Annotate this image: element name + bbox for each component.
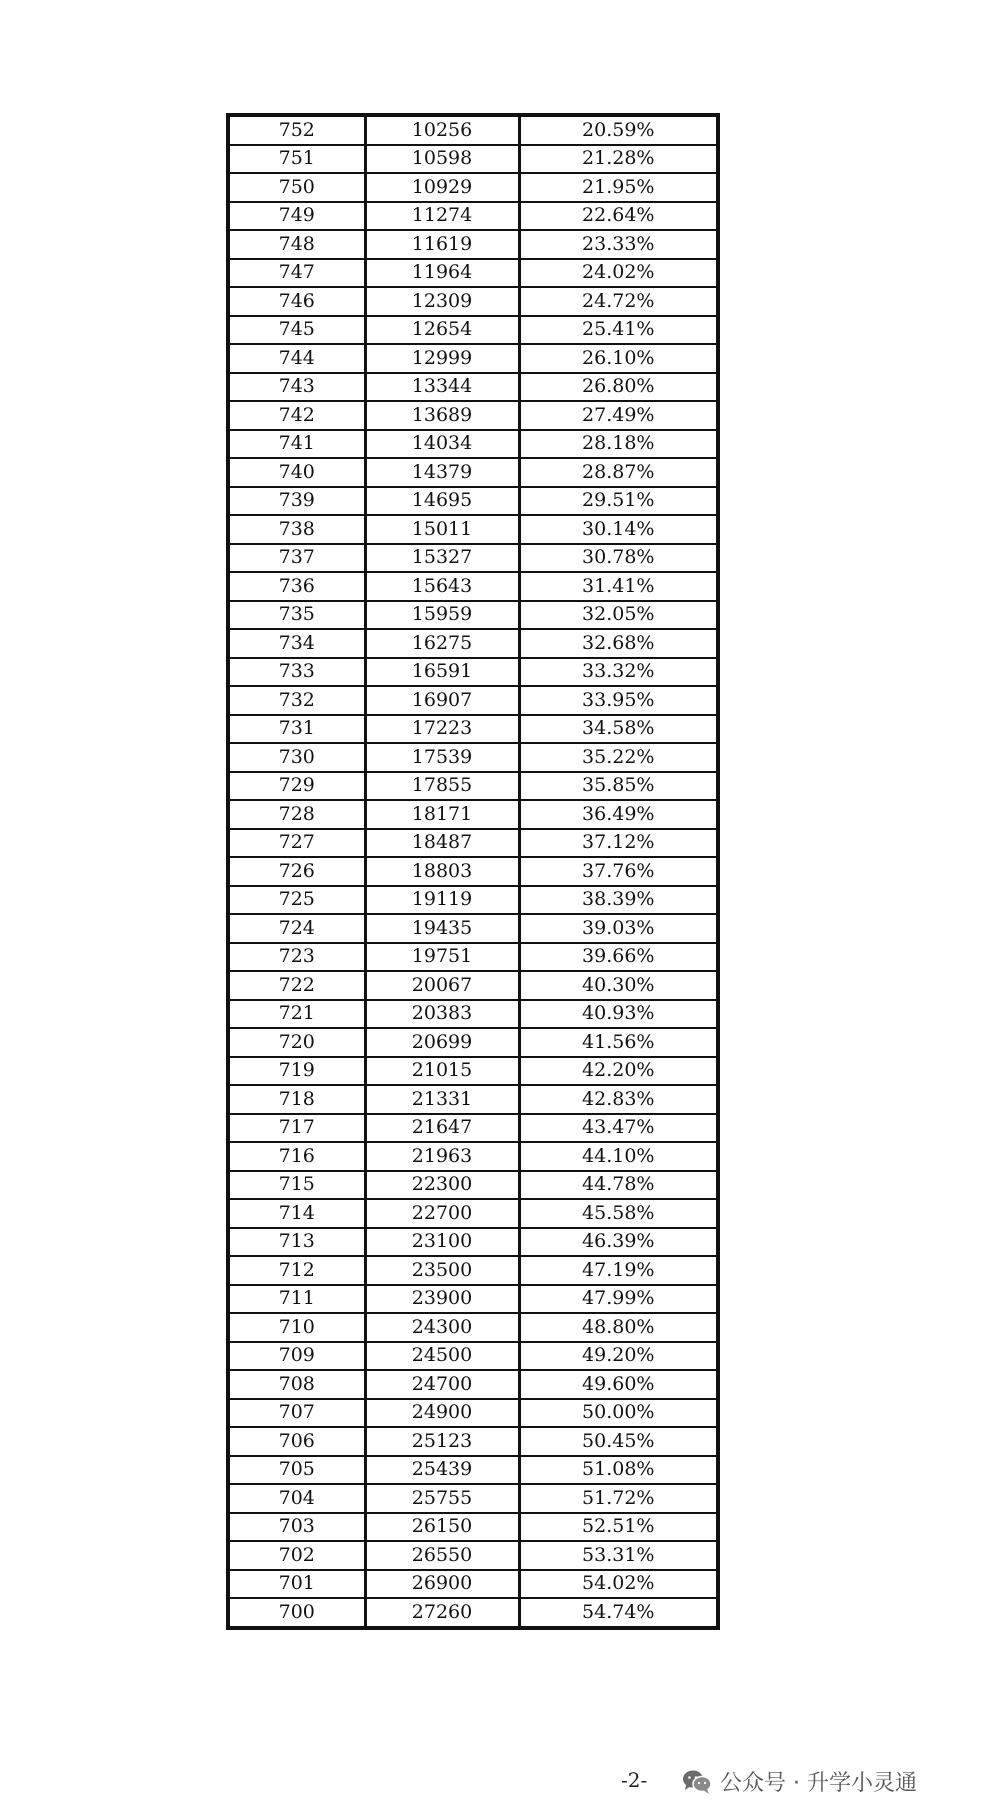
percentage-cell: 26.10%: [519, 344, 718, 373]
table-row: [228, 601, 718, 630]
table-row: [228, 572, 718, 601]
count-cell: 18487: [365, 829, 519, 858]
watermark-text: 公众号 · 升学小灵通: [720, 1771, 917, 1796]
count-cell: 11274: [365, 202, 519, 231]
score-cell: 703: [228, 1513, 365, 1542]
count-cell: 15959: [365, 601, 519, 630]
table-row: [228, 857, 718, 886]
percentage-cell: 32.68%: [519, 629, 718, 658]
score-cell: 739: [228, 487, 365, 516]
count-cell: 24500: [365, 1342, 519, 1371]
table-row: [228, 1199, 718, 1228]
percentage-cell: 38.39%: [519, 886, 718, 915]
score-cell: 728: [228, 800, 365, 829]
percentage-cell: 46.39%: [519, 1228, 718, 1257]
count-cell: 10598: [365, 145, 519, 174]
score-cell: 708: [228, 1370, 365, 1399]
count-cell: 21015: [365, 1057, 519, 1086]
percentage-cell: 50.00%: [519, 1399, 718, 1428]
count-cell: 13689: [365, 401, 519, 430]
score-cell: 729: [228, 772, 365, 801]
page-number: -2-: [621, 1768, 648, 1792]
score-cell: 742: [228, 401, 365, 430]
count-cell: 25755: [365, 1484, 519, 1513]
count-cell: 18171: [365, 800, 519, 829]
count-cell: 20383: [365, 1000, 519, 1029]
score-cell: 710: [228, 1313, 365, 1342]
table-row: [228, 373, 718, 402]
score-cell: 738: [228, 515, 365, 544]
score-cell: 750: [228, 173, 365, 202]
table-row: [228, 1057, 718, 1086]
percentage-cell: 42.83%: [519, 1085, 718, 1114]
percentage-cell: 39.66%: [519, 943, 718, 972]
table-row: [228, 715, 718, 744]
table-row: [228, 1085, 718, 1114]
count-cell: 22700: [365, 1199, 519, 1228]
score-cell: 743: [228, 373, 365, 402]
score-cell: 713: [228, 1228, 365, 1257]
percentage-cell: 35.85%: [519, 772, 718, 801]
count-cell: 24900: [365, 1399, 519, 1428]
table-row: [228, 971, 718, 1000]
score-cell: 721: [228, 1000, 365, 1029]
count-cell: 18803: [365, 857, 519, 886]
score-cell: 733: [228, 658, 365, 687]
score-cell: 722: [228, 971, 365, 1000]
score-cell: 715: [228, 1171, 365, 1200]
count-cell: 23100: [365, 1228, 519, 1257]
percentage-cell: 21.28%: [519, 145, 718, 174]
score-cell: 730: [228, 743, 365, 772]
count-cell: 21647: [365, 1114, 519, 1143]
table-row: [228, 544, 718, 573]
table-row: [228, 686, 718, 715]
table-row: [228, 230, 718, 259]
table-row: [228, 886, 718, 915]
percentage-cell: 42.20%: [519, 1057, 718, 1086]
percentage-cell: 24.02%: [519, 259, 718, 288]
score-cell: 747: [228, 259, 365, 288]
percentage-cell: 29.51%: [519, 487, 718, 516]
table-row: [228, 1228, 718, 1257]
count-cell: 14034: [365, 430, 519, 459]
score-cell: 752: [228, 115, 365, 145]
table-row: [228, 800, 718, 829]
score-cell: 746: [228, 287, 365, 316]
count-cell: 10929: [365, 173, 519, 202]
count-cell: 12309: [365, 287, 519, 316]
count-cell: 20067: [365, 971, 519, 1000]
percentage-cell: 51.08%: [519, 1456, 718, 1485]
count-cell: 21963: [365, 1142, 519, 1171]
percentage-cell: 40.30%: [519, 971, 718, 1000]
table-row: [228, 1513, 718, 1542]
count-cell: 15011: [365, 515, 519, 544]
percentage-cell: 54.74%: [519, 1598, 718, 1628]
table-row: [228, 1256, 718, 1285]
table-row: [228, 1541, 718, 1570]
score-table: [226, 113, 720, 1630]
score-cell: 749: [228, 202, 365, 231]
count-cell: 14379: [365, 458, 519, 487]
count-cell: 26550: [365, 1541, 519, 1570]
table-row: [228, 1285, 718, 1314]
score-cell: 741: [228, 430, 365, 459]
count-cell: 26150: [365, 1513, 519, 1542]
table-row: [228, 1598, 718, 1628]
table-row: [228, 1342, 718, 1371]
score-cell: 704: [228, 1484, 365, 1513]
percentage-cell: 39.03%: [519, 914, 718, 943]
score-cell: 716: [228, 1142, 365, 1171]
table-row: [228, 430, 718, 459]
count-cell: 12654: [365, 316, 519, 345]
count-cell: 16591: [365, 658, 519, 687]
percentage-cell: 36.49%: [519, 800, 718, 829]
percentage-cell: 33.95%: [519, 686, 718, 715]
count-cell: 17539: [365, 743, 519, 772]
score-cell: 737: [228, 544, 365, 573]
table-row: [228, 1484, 718, 1513]
count-cell: 19119: [365, 886, 519, 915]
count-cell: 24300: [365, 1313, 519, 1342]
table-row: [228, 1028, 718, 1057]
table-row: [228, 1427, 718, 1456]
percentage-cell: 53.31%: [519, 1541, 718, 1570]
count-cell: 25123: [365, 1427, 519, 1456]
count-cell: 17223: [365, 715, 519, 744]
table-row: [228, 1570, 718, 1599]
percentage-cell: 24.72%: [519, 287, 718, 316]
score-cell: 714: [228, 1199, 365, 1228]
score-cell: 727: [228, 829, 365, 858]
score-cell: 719: [228, 1057, 365, 1086]
score-cell: 702: [228, 1541, 365, 1570]
percentage-cell: 28.87%: [519, 458, 718, 487]
count-cell: 10256: [365, 115, 519, 145]
percentage-cell: 21.95%: [519, 173, 718, 202]
percentage-cell: 41.56%: [519, 1028, 718, 1057]
score-cell: 712: [228, 1256, 365, 1285]
watermark: [682, 1766, 917, 1797]
percentage-cell: 28.18%: [519, 430, 718, 459]
table-row: [228, 202, 718, 231]
percentage-cell: 43.47%: [519, 1114, 718, 1143]
table-row: [228, 115, 718, 145]
score-cell: 745: [228, 316, 365, 345]
count-cell: 11619: [365, 230, 519, 259]
count-cell: 20699: [365, 1028, 519, 1057]
table-row: [228, 1313, 718, 1342]
wechat-icon: [682, 1769, 712, 1795]
percentage-cell: 49.60%: [519, 1370, 718, 1399]
table-row: [228, 943, 718, 972]
score-cell: 720: [228, 1028, 365, 1057]
score-cell: 724: [228, 914, 365, 943]
table-row: [228, 173, 718, 202]
table-row: [228, 1171, 718, 1200]
score-cell: 732: [228, 686, 365, 715]
percentage-cell: 49.20%: [519, 1342, 718, 1371]
score-table-container: [226, 113, 716, 1630]
percentage-cell: 27.49%: [519, 401, 718, 430]
score-cell: 751: [228, 145, 365, 174]
percentage-cell: 51.72%: [519, 1484, 718, 1513]
score-cell: 706: [228, 1427, 365, 1456]
percentage-cell: 37.76%: [519, 857, 718, 886]
percentage-cell: 30.14%: [519, 515, 718, 544]
count-cell: 15643: [365, 572, 519, 601]
score-cell: 705: [228, 1456, 365, 1485]
table-row: [228, 1142, 718, 1171]
count-cell: 14695: [365, 487, 519, 516]
table-row: [228, 829, 718, 858]
table-row: [228, 487, 718, 516]
count-cell: 19435: [365, 914, 519, 943]
table-row: [228, 658, 718, 687]
score-cell: 709: [228, 1342, 365, 1371]
score-cell: 725: [228, 886, 365, 915]
percentage-cell: 44.78%: [519, 1171, 718, 1200]
score-cell: 735: [228, 601, 365, 630]
percentage-cell: 50.45%: [519, 1427, 718, 1456]
table-row: [228, 743, 718, 772]
score-cell: 701: [228, 1570, 365, 1599]
count-cell: 24700: [365, 1370, 519, 1399]
score-cell: 717: [228, 1114, 365, 1143]
percentage-cell: 37.12%: [519, 829, 718, 858]
table-row: [228, 1114, 718, 1143]
score-cell: 734: [228, 629, 365, 658]
percentage-cell: 26.80%: [519, 373, 718, 402]
score-table-body: [228, 115, 718, 1628]
percentage-cell: 30.78%: [519, 544, 718, 573]
score-cell: 736: [228, 572, 365, 601]
percentage-cell: 48.80%: [519, 1313, 718, 1342]
percentage-cell: 54.02%: [519, 1570, 718, 1599]
percentage-cell: 47.99%: [519, 1285, 718, 1314]
score-cell: 718: [228, 1085, 365, 1114]
percentage-cell: 20.59%: [519, 115, 718, 145]
percentage-cell: 45.58%: [519, 1199, 718, 1228]
count-cell: 23900: [365, 1285, 519, 1314]
count-cell: 25439: [365, 1456, 519, 1485]
percentage-cell: 31.41%: [519, 572, 718, 601]
score-cell: 744: [228, 344, 365, 373]
count-cell: 27260: [365, 1598, 519, 1628]
table-row: [228, 1370, 718, 1399]
score-cell: 711: [228, 1285, 365, 1314]
table-row: [228, 1456, 718, 1485]
count-cell: 15327: [365, 544, 519, 573]
score-cell: 707: [228, 1399, 365, 1428]
score-cell: 723: [228, 943, 365, 972]
count-cell: 22300: [365, 1171, 519, 1200]
table-row: [228, 259, 718, 288]
count-cell: 16907: [365, 686, 519, 715]
score-cell: 748: [228, 230, 365, 259]
count-cell: 26900: [365, 1570, 519, 1599]
percentage-cell: 25.41%: [519, 316, 718, 345]
percentage-cell: 35.22%: [519, 743, 718, 772]
table-row: [228, 287, 718, 316]
score-cell: 700: [228, 1598, 365, 1628]
count-cell: 11964: [365, 259, 519, 288]
percentage-cell: 22.64%: [519, 202, 718, 231]
count-cell: 13344: [365, 373, 519, 402]
percentage-cell: 40.93%: [519, 1000, 718, 1029]
table-row: [228, 914, 718, 943]
table-row: [228, 1000, 718, 1029]
table-row: [228, 515, 718, 544]
count-cell: 23500: [365, 1256, 519, 1285]
percentage-cell: 44.10%: [519, 1142, 718, 1171]
count-cell: 19751: [365, 943, 519, 972]
score-cell: 740: [228, 458, 365, 487]
table-row: [228, 629, 718, 658]
score-cell: 731: [228, 715, 365, 744]
table-row: [228, 1399, 718, 1428]
percentage-cell: 47.19%: [519, 1256, 718, 1285]
percentage-cell: 52.51%: [519, 1513, 718, 1542]
count-cell: 21331: [365, 1085, 519, 1114]
table-row: [228, 401, 718, 430]
table-row: [228, 344, 718, 373]
percentage-cell: 34.58%: [519, 715, 718, 744]
table-row: [228, 316, 718, 345]
count-cell: 12999: [365, 344, 519, 373]
table-row: [228, 772, 718, 801]
percentage-cell: 23.33%: [519, 230, 718, 259]
count-cell: 17855: [365, 772, 519, 801]
count-cell: 16275: [365, 629, 519, 658]
percentage-cell: 32.05%: [519, 601, 718, 630]
percentage-cell: 33.32%: [519, 658, 718, 687]
table-row: [228, 145, 718, 174]
table-row: [228, 458, 718, 487]
score-cell: 726: [228, 857, 365, 886]
